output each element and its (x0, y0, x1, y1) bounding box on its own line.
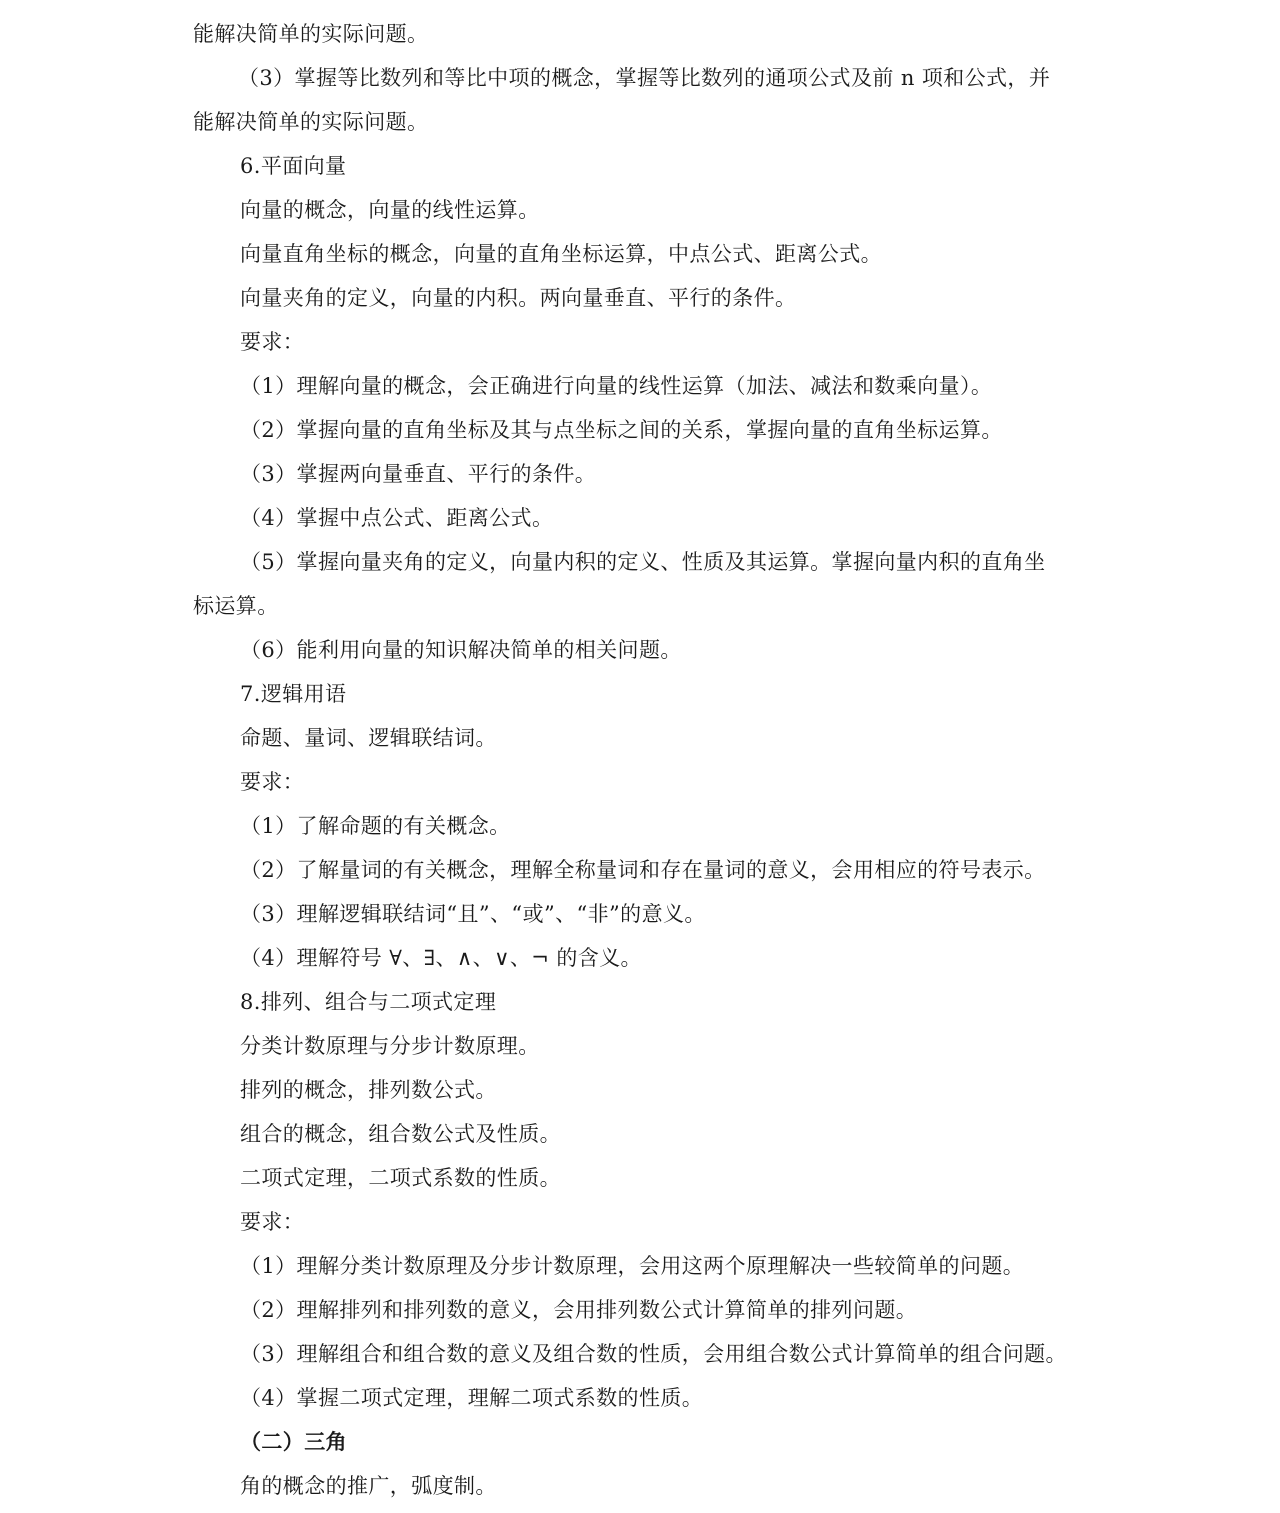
text-line: 向量直角坐标的概念，向量的直角坐标运算，中点公式、距离公式。 (240, 242, 882, 266)
list-item: （2）理解排列和排列数的意义，会用排列数公式计算简单的排列问题。 (240, 1298, 918, 1322)
list-item: （4）掌握二项式定理，理解二项式系数的性质。 (240, 1386, 704, 1410)
list-item: （2）了解量词的有关概念，理解全称量词和存在量词的意义，会用相应的符号表示。 (240, 858, 1046, 882)
list-item: （4）理解符号 ∀、∃、∧、∨、¬ 的含义。 (240, 946, 642, 970)
requirement-label: 要求： (240, 1210, 305, 1234)
list-item: （1）理解向量的概念，会正确进行向量的线性运算（加法、减法和数乘向量）。 (240, 374, 993, 398)
text-line: 向量的概念，向量的线性运算。 (240, 198, 540, 222)
text-line: 能解决简单的实际问题。 (193, 22, 429, 46)
text-line: 角的概念的推广，弧度制。 (240, 1474, 497, 1498)
text-line: 排列的概念，排列数公式。 (240, 1078, 497, 1102)
list-item: （6）能利用向量的知识解决简单的相关问题。 (240, 638, 682, 662)
section-heading: 8.排列、组合与二项式定理 (240, 990, 497, 1014)
text-line: 二项式定理，二项式系数的性质。 (240, 1166, 561, 1190)
text-line: 标运算。 (193, 594, 279, 618)
text-line: 向量夹角的定义，向量的内积。两向量垂直、平行的条件。 (240, 286, 797, 310)
list-item: （3）理解逻辑联结词“且”、“或”、“非”的意义。 (240, 902, 706, 926)
list-item: （2）掌握向量的直角坐标及其与点坐标之间的关系，掌握向量的直角坐标运算。 (240, 418, 1003, 442)
requirement-label: 要求： (240, 330, 305, 354)
requirement-label: 要求： (240, 770, 305, 794)
chapter-heading: （二）三角 (240, 1429, 347, 1454)
list-item: （4）掌握中点公式、距离公式。 (240, 506, 554, 530)
section-heading: 6.平面向量 (240, 154, 347, 178)
list-item: （5）掌握向量夹角的定义，向量内积的定义、性质及其运算。掌握向量内积的直角坐 (240, 550, 1046, 574)
text-line: （3）掌握等比数列和等比中项的概念，掌握等比数列的通项公式及前 n 项和公式，并 (238, 66, 1051, 90)
list-item: （3）掌握两向量垂直、平行的条件。 (240, 462, 597, 486)
list-item: （1）理解分类计数原理及分步计数原理，会用这两个原理解决一些较简单的问题。 (240, 1254, 1025, 1278)
list-item: （3）理解组合和组合数的意义及组合数的性质，会用组合数公式计算简单的组合问题。 (240, 1342, 1067, 1366)
text-line: 分类计数原理与分步计数原理。 (240, 1034, 540, 1058)
text-line: 能解决简单的实际问题。 (193, 110, 429, 134)
list-item: （1）了解命题的有关概念。 (240, 814, 511, 838)
text-line: 命题、量词、逻辑联结词。 (240, 726, 497, 750)
section-heading: 7.逻辑用语 (240, 682, 347, 706)
text-line: 组合的概念，组合数公式及性质。 (240, 1122, 561, 1146)
